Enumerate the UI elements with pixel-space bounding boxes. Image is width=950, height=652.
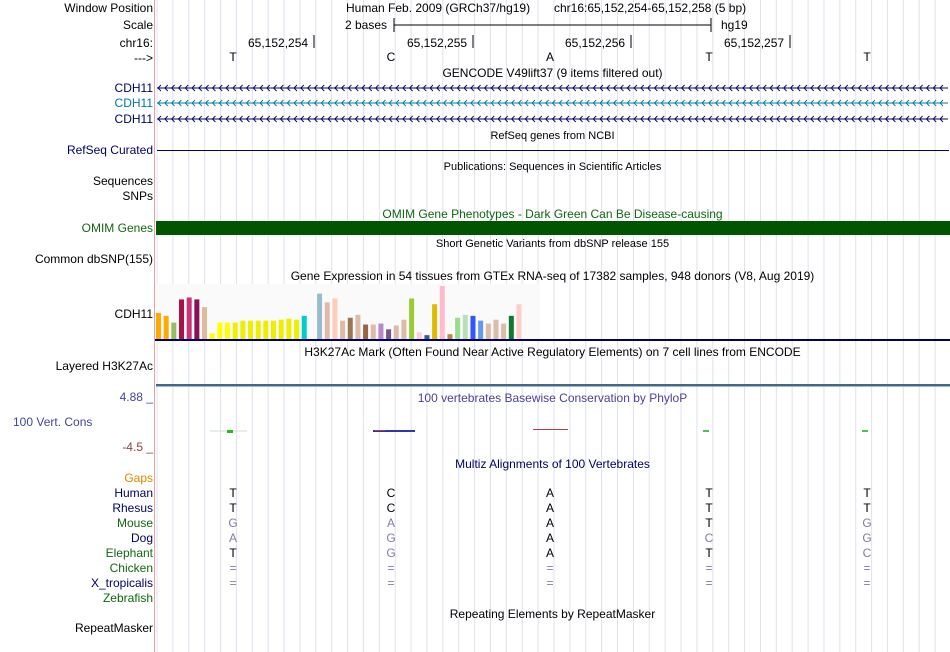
gtex-tissue-bar bbox=[256, 321, 261, 339]
multiz-aligned-base: T bbox=[229, 486, 237, 500]
coord-tick-label: 65,152,254 bbox=[248, 36, 309, 50]
gtex-tissue-bar bbox=[210, 333, 215, 339]
multiz-aligned-base: = bbox=[546, 576, 554, 590]
gtex-tissue-bar bbox=[424, 335, 429, 339]
multiz-aligned-base: A bbox=[386, 516, 395, 530]
multiz-aligned-base: G bbox=[862, 516, 872, 530]
gencode-item-label[interactable]: CDH11 bbox=[114, 81, 153, 95]
chrom-label: chr16: bbox=[119, 36, 153, 50]
refseq-gene-line[interactable] bbox=[157, 150, 949, 151]
omim-phenotype-bar[interactable] bbox=[156, 221, 950, 235]
gtex-tissue-bar bbox=[348, 318, 353, 339]
multiz-aligned-base: T bbox=[705, 516, 713, 530]
phylop-conservation-marks[interactable] bbox=[155, 426, 950, 436]
multiz-species-label[interactable]: Dog bbox=[130, 531, 153, 545]
multiz-aligned-base: T bbox=[863, 501, 871, 515]
multiz-aligned-base: = bbox=[705, 576, 713, 590]
multiz-aligned-base: = bbox=[705, 561, 713, 575]
repeatmasker-track-label[interactable]: RepeatMasker bbox=[74, 621, 153, 635]
multiz-aligned-base: = bbox=[387, 561, 395, 575]
gtex-tissue-bar bbox=[409, 298, 414, 339]
multiz-species-label[interactable]: Zebrafish bbox=[102, 591, 153, 605]
window-position-label: Window Position bbox=[64, 1, 153, 15]
gtex-tissue-bar bbox=[202, 307, 207, 339]
coord-tick-label: 65,152,256 bbox=[565, 36, 626, 50]
gtex-tissue-bar bbox=[470, 316, 475, 339]
multiz-aligned-base: C bbox=[386, 486, 396, 500]
multiz-track-title[interactable]: Multiz Alignments of 100 Vertebrates bbox=[455, 457, 650, 471]
reference-base: C bbox=[386, 50, 396, 64]
multiz-aligned-base: T bbox=[705, 486, 713, 500]
gtex-tissue-bar bbox=[279, 320, 284, 339]
omim-track-label[interactable]: OMIM Genes bbox=[81, 221, 153, 235]
gtex-tissue-bar bbox=[302, 316, 307, 339]
gtex-tissue-bar bbox=[194, 299, 199, 339]
multiz-aligned-base: = bbox=[229, 561, 237, 575]
gtex-tissue-bar bbox=[440, 286, 445, 339]
refseq-track-title[interactable]: RefSeq genes from NCBI bbox=[490, 130, 615, 142]
gtex-tissue-bar bbox=[516, 304, 521, 339]
gencode-transcript[interactable] bbox=[157, 84, 948, 92]
multiz-aligned-base: C bbox=[386, 501, 396, 515]
gtex-tissue-bar bbox=[248, 321, 253, 339]
multiz-aligned-base: T bbox=[229, 501, 237, 515]
gtex-tissue-bar bbox=[156, 313, 161, 339]
multiz-aligned-base: G bbox=[862, 531, 872, 545]
dbsnp-track-label[interactable]: Common dbSNP(155) bbox=[34, 252, 153, 266]
multiz-aligned-base: A bbox=[545, 531, 554, 545]
multiz-aligned-base: C bbox=[862, 546, 872, 560]
multiz-aligned-base: = bbox=[863, 576, 871, 590]
multiz-species-label[interactable]: Human bbox=[114, 486, 153, 500]
gtex-tissue-bar bbox=[509, 316, 514, 339]
phylop-max-label: 4.88 _ bbox=[119, 390, 153, 404]
gtex-tissue-bar bbox=[501, 324, 506, 339]
gtex-tissue-bar bbox=[332, 298, 337, 339]
gtex-tissue-bar bbox=[317, 294, 322, 339]
coord-tick-label: 65,152,257 bbox=[724, 36, 785, 50]
multiz-aligned-base: A bbox=[545, 546, 554, 560]
multiz-aligned-base: A bbox=[228, 531, 237, 545]
gtex-tissue-bar bbox=[217, 323, 222, 339]
multiz-species-label[interactable]: Elephant bbox=[105, 546, 153, 560]
gtex-tissue-bar bbox=[187, 297, 192, 339]
strand-label: ---> bbox=[134, 51, 153, 65]
gtex-tissue-bar bbox=[294, 320, 299, 339]
multiz-aligned-base: G bbox=[386, 546, 396, 560]
multiz-aligned-base: G bbox=[386, 531, 396, 545]
reference-base: T bbox=[863, 50, 871, 64]
gencode-item-label[interactable]: CDH11 bbox=[114, 96, 153, 110]
gtex-tissue-bar bbox=[233, 323, 238, 339]
multiz-aligned-base: G bbox=[228, 516, 238, 530]
gtex-tissue-bar bbox=[355, 315, 360, 339]
multiz-species-label[interactable]: Mouse bbox=[116, 516, 153, 530]
scale-db: hg19 bbox=[721, 18, 748, 32]
multiz-species-label[interactable]: Chicken bbox=[109, 561, 153, 575]
multiz-aligned-base: = bbox=[863, 561, 871, 575]
gtex-tissue-bar bbox=[171, 323, 176, 339]
multiz-aligned-base: T bbox=[705, 546, 713, 560]
gtex-tissue-bar bbox=[286, 319, 291, 339]
phylop-min-label: -4.5 _ bbox=[122, 440, 153, 454]
gtex-tissue-bar bbox=[371, 325, 376, 339]
reference-base: T bbox=[705, 50, 713, 64]
gtex-tissue-bar bbox=[486, 324, 491, 339]
gtex-tissue-bar bbox=[478, 321, 483, 339]
coord-ticks bbox=[310, 35, 795, 49]
phylop-track-title[interactable]: 100 vertebrates Basewise Conservation by PhyloP bbox=[417, 391, 688, 405]
multiz-aligned-base: T bbox=[705, 501, 713, 515]
gencode-item-label[interactable]: CDH11 bbox=[114, 112, 153, 126]
h3k27ac-track-label[interactable]: Layered H3K27Ac bbox=[55, 359, 153, 373]
coord-tick-label: 65,152,255 bbox=[407, 36, 468, 50]
reference-base: T bbox=[229, 50, 237, 64]
gtex-tissue-bar bbox=[493, 320, 498, 339]
gtex-tissue-bar bbox=[432, 304, 437, 339]
publications-sequences-label[interactable]: Sequences bbox=[92, 174, 153, 188]
gtex-tissue-bar bbox=[164, 316, 169, 339]
publications-track-title[interactable]: Publications: Sequences in Scientific Articles bbox=[443, 161, 662, 173]
multiz-aligned-base: C bbox=[704, 531, 714, 545]
publications-snps-label[interactable]: SNPs bbox=[122, 189, 153, 203]
scale-bar bbox=[393, 17, 713, 33]
assembly-name: Human Feb. 2009 (GRCh37/hg19) bbox=[346, 1, 531, 15]
gencode-transcript[interactable] bbox=[157, 99, 948, 107]
gtex-tissue-bar bbox=[455, 318, 460, 339]
phylop-track-label[interactable]: 100 Vert. Cons bbox=[13, 415, 93, 429]
multiz-aligned-base: A bbox=[545, 516, 554, 530]
gtex-tissue-bar bbox=[340, 321, 345, 339]
gtex-tissue-bar bbox=[447, 334, 452, 339]
gtex-tissue-bar bbox=[225, 323, 230, 339]
gtex-tissue-bar bbox=[401, 320, 406, 339]
omim-track-title[interactable]: OMIM Gene Phenotypes - Dark Green Can Be Disease-causing bbox=[382, 207, 723, 221]
multiz-aligned-base: T bbox=[229, 546, 237, 560]
repeatmasker-track-title[interactable]: Repeating Elements by RepeatMasker bbox=[449, 607, 656, 621]
gtex-tissue-bar bbox=[378, 324, 383, 339]
gtex-tissue-bar bbox=[179, 299, 184, 339]
h3k27ac-signal-shadow bbox=[156, 386, 950, 387]
multiz-aligned-base: T bbox=[863, 486, 871, 500]
gencode-transcript[interactable] bbox=[157, 115, 948, 123]
refseq-track-label[interactable]: RefSeq Curated bbox=[66, 143, 153, 157]
gtex-expression-bars[interactable] bbox=[155, 284, 950, 342]
multiz-aligned-base: = bbox=[229, 576, 237, 590]
gtex-gene-label[interactable]: CDH11 bbox=[114, 307, 153, 321]
h3k27ac-track-title[interactable]: H3K27Ac Mark (Often Found Near Active Regulatory Elements) on 7 cell lines from ENCODE bbox=[304, 345, 801, 359]
scale-text: 2 bases bbox=[345, 18, 388, 32]
multiz-aligned-base: A bbox=[545, 501, 554, 515]
window-position-value[interactable]: chr16:65,152,254-65,152,258 (5 bp) bbox=[554, 1, 747, 15]
multiz-aligned-base: = bbox=[546, 561, 554, 575]
gtex-tissue-bar bbox=[394, 325, 399, 339]
multiz-gaps-label[interactable]: Gaps bbox=[124, 471, 153, 485]
gtex-tissue-bar bbox=[417, 332, 422, 339]
multiz-species-label[interactable]: Rhesus bbox=[112, 501, 153, 515]
multiz-aligned-base: A bbox=[545, 486, 554, 500]
gencode-track-title[interactable]: GENCODE V49lift37 (9 items filtered out) bbox=[442, 66, 663, 80]
gtex-tissue-bar bbox=[463, 315, 468, 339]
gtex-track-title[interactable]: Gene Expression in 54 tissues from GTEx RNA-seq of 17382 samples, 948 donors (V8, Aug 2019) bbox=[290, 269, 815, 283]
dbsnp-track-title[interactable]: Short Genetic Variants from dbSNP release 155 bbox=[435, 238, 670, 250]
multiz-aligned-base: = bbox=[387, 576, 395, 590]
gtex-track-area bbox=[155, 284, 950, 342]
gtex-tissue-bar bbox=[271, 321, 276, 339]
gtex-tissue-bar bbox=[363, 325, 368, 339]
gtex-tissue-bar bbox=[240, 321, 245, 339]
gtex-tissue-bar bbox=[263, 321, 268, 339]
gtex-tissue-bar bbox=[325, 302, 330, 339]
reference-base: A bbox=[545, 50, 554, 64]
multiz-species-label[interactable]: X_tropicalis bbox=[90, 576, 153, 590]
scale-label: Scale bbox=[122, 18, 153, 32]
gtex-tissue-bar bbox=[386, 329, 391, 339]
